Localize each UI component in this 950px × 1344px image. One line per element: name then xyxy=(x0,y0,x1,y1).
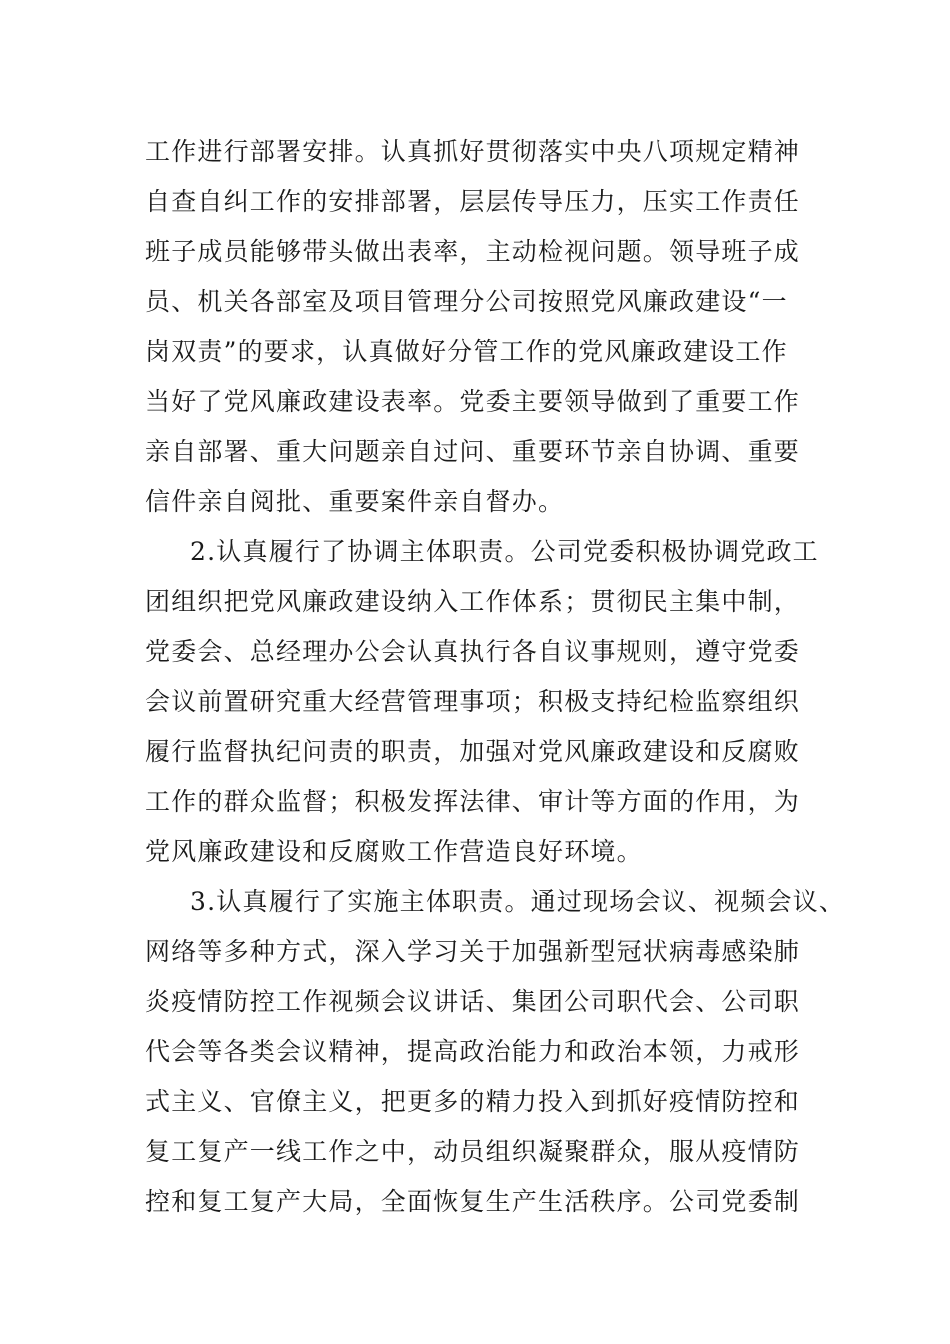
text-line: 控和复工复产大局，全面恢复生产生活秩序。公司党委制 xyxy=(145,1187,801,1216)
text-line: 员、机关各部室及项目管理分公司按照党风廉政建设“一 xyxy=(145,287,788,316)
paragraph-2-first-line: 2.认真履行了协调主体职责。公司党委积极协调党政工 xyxy=(190,537,819,566)
text-line: 亲自部署、重大问题亲自过问、重要环节亲自协调、重要 xyxy=(145,437,801,466)
text-line: 复工复产一线工作之中，动员组织凝聚群众，服从疫情防 xyxy=(145,1137,801,1166)
text-line: 信件亲自阅批、重要案件亲自督办。 xyxy=(145,487,565,516)
text-line: 班子成员能够带头做出表率，主动检视问题。领导班子成 xyxy=(145,237,801,266)
text-line: 工作进行部署安排。认真抓好贯彻落实中央八项规定精神 xyxy=(145,137,801,166)
text-line: 会议前置研究重大经营管理事项；积极支持纪检监察组织 xyxy=(145,687,801,716)
text-line: 党委会、总经理办公会认真执行各自议事规则，遵守党委 xyxy=(145,637,801,666)
text-line: 式主义、官僚主义，把更多的精力投入到抓好疫情防控和 xyxy=(145,1087,801,1116)
text-line: 团组织把党风廉政建设纳入工作体系；贯彻民主集中制， xyxy=(145,587,801,616)
text-line: 代会等各类会议精神，提高政治能力和政治本领，力戒形 xyxy=(145,1037,801,1066)
text-line: 岗双责”的要求，认真做好分管工作的党风廉政建设工作 xyxy=(145,337,788,366)
text-line: 当好了党风廉政建设表率。党委主要领导做到了重要工作 xyxy=(145,387,801,416)
text-line: 工作的群众监督；积极发挥法律、审计等方面的作用，为 xyxy=(145,787,801,816)
text-line: 炎疫情防控工作视频会议讲话、集团公司职代会、公司职 xyxy=(145,987,801,1016)
text-line: 自查自纠工作的安排部署，层层传导压力，压实工作责任 xyxy=(145,187,801,216)
text-line: 网络等多种方式，深入学习关于加强新型冠状病毒感染肺 xyxy=(145,937,801,966)
paragraph-3-first-line: 3.认真履行了实施主体职责。通过现场会议、视频会议、 xyxy=(190,887,846,916)
text-line: 履行监督执纪问责的职责，加强对党风廉政建设和反腐败 xyxy=(145,737,801,766)
text-line: 党风廉政建设和反腐败工作营造良好环境。 xyxy=(145,837,643,866)
